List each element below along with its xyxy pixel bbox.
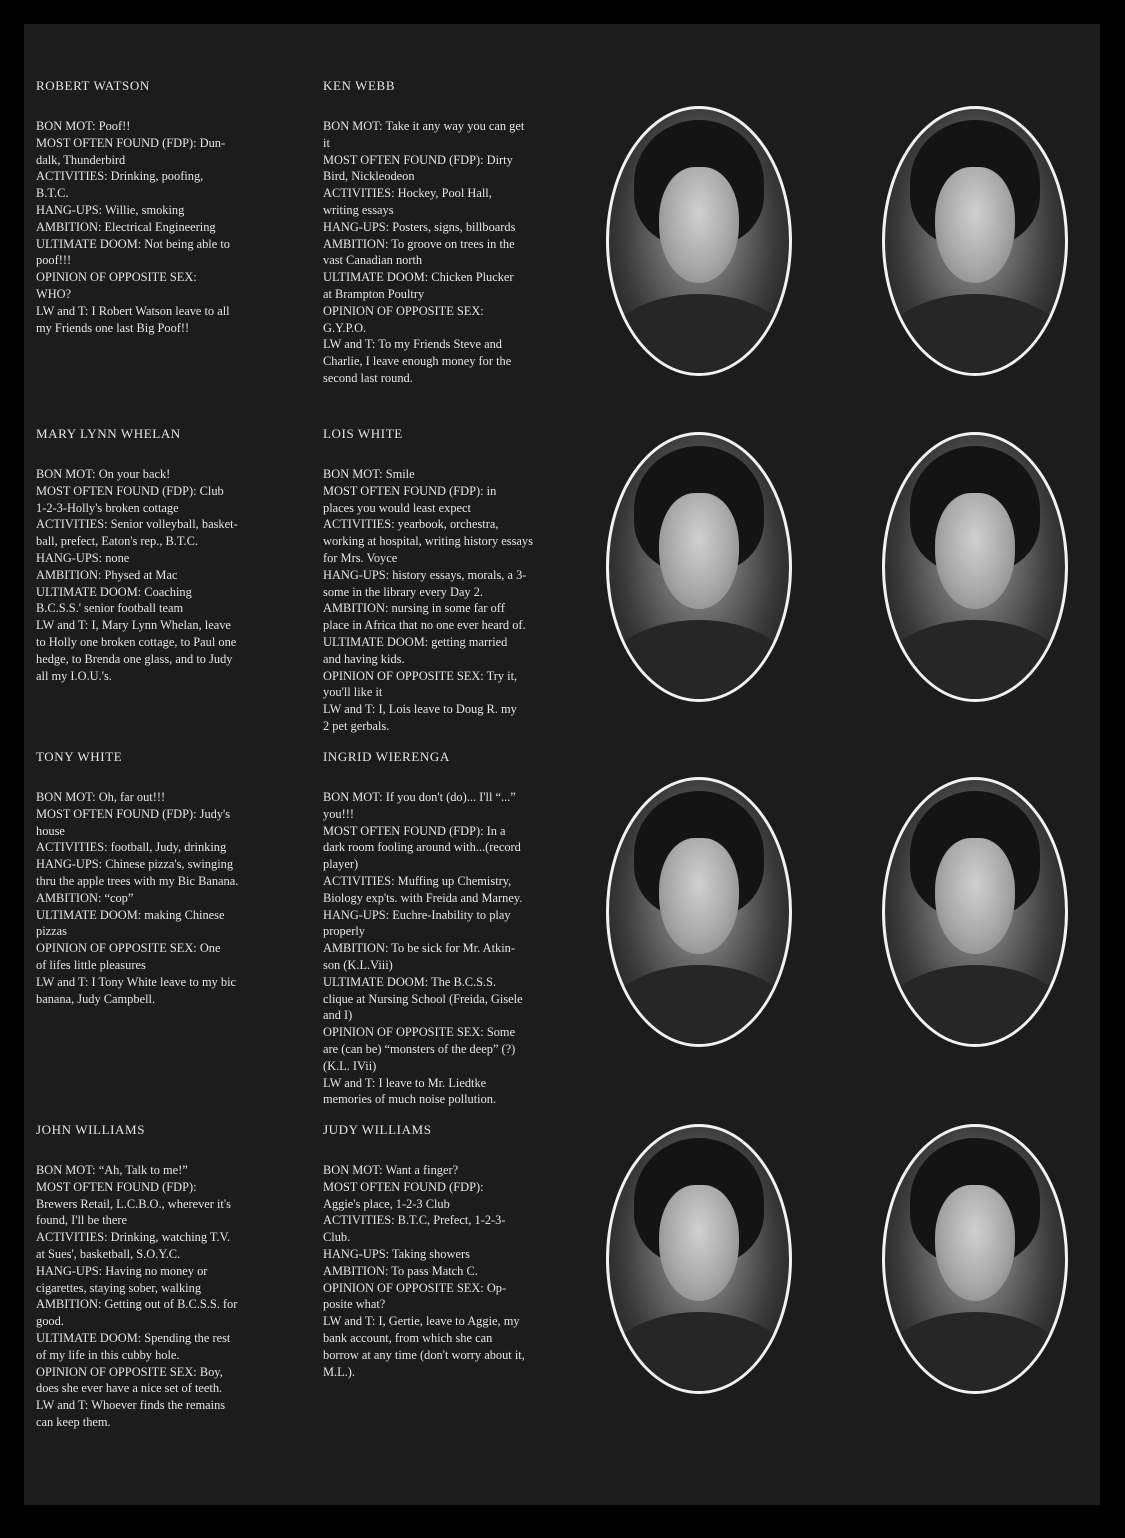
bio-line: memories of much noise pollution.: [323, 1092, 497, 1107]
student-name: MARY LYNN WHELAN: [36, 426, 181, 441]
portrait-shoulders: [606, 965, 792, 1047]
bio-line: places you would least expect: [323, 500, 471, 515]
bio-line: found, I'll be there: [36, 1213, 127, 1228]
bio-line: LW and T: I, Mary Lynn Whelan, leave: [36, 618, 231, 633]
portrait-face: [659, 167, 738, 283]
bio-line: AMBITION: Electrical Engineering: [36, 219, 216, 234]
portrait-shoulders: [882, 965, 1068, 1047]
bio-line: borrow at any time (don't worry about it,: [323, 1347, 525, 1362]
bio-line: banana, Judy Campbell.: [36, 991, 156, 1006]
bio-line: ULTIMATE DOOM: Chicken Plucker: [323, 270, 514, 285]
bio-line: Brewers Retail, L.C.B.O., wherever it's: [36, 1196, 231, 1211]
bio-line: OPINION OF OPPOSITE SEX:: [36, 270, 197, 285]
portrait-shoulders: [606, 1312, 792, 1394]
bio-line: OPINION OF OPPOSITE SEX: Some: [323, 1025, 516, 1040]
bio-line: (K.L. IVii): [323, 1058, 377, 1073]
bio-line: 1-2-3-Holly's broken cottage: [36, 500, 179, 515]
bio-line: cigarettes, staying sober, walking: [36, 1280, 202, 1295]
bio-line: AMBITION: To be sick for Mr. Atkin-: [323, 941, 515, 956]
portrait-shoulders: [882, 294, 1068, 376]
bio-line: MOST OFTEN FOUND (FDP):: [323, 1179, 484, 1194]
bio-line: HANG-UPS: Euchre-Inability to play: [323, 907, 511, 922]
bio-line: HANG-UPS: Chinese pizza's, swinging: [36, 857, 234, 872]
bio-line: of my life in this cubby hole.: [36, 1347, 180, 1362]
student-name: KEN WEBB: [323, 78, 396, 93]
bio-line: thru the apple trees with my Bic Banana.: [36, 873, 239, 888]
bio-line: of lifes little pleasures: [36, 957, 146, 972]
student-bio: [323, 466, 575, 735]
bio-line: for Mrs. Voyce: [323, 550, 398, 565]
bio-line: ULTIMATE DOOM: Not being able to: [36, 236, 230, 251]
student-entry-judy-williams: [323, 1122, 575, 1380]
bio-line: you'll like it: [323, 685, 383, 700]
bio-line: hedge, to Brenda one glass, and to Judy: [36, 651, 233, 666]
student-name: JUDY WILLIAMS: [323, 1122, 432, 1137]
yearbook-page: [24, 24, 1100, 1505]
student-name: INGRID WIERENGA: [323, 749, 450, 764]
student-name: LOIS WHITE: [323, 426, 403, 441]
bio-line: ULTIMATE DOOM: Spending the rest: [36, 1330, 231, 1345]
portrait-ingrid-wierenga: [882, 777, 1068, 1047]
portrait-face: [659, 1185, 738, 1301]
bio-line: ACTIVITIES: yearbook, orchestra,: [323, 517, 499, 532]
bio-line: BON MOT: Oh, far out!!!: [36, 790, 166, 804]
student-entry-john-williams: [36, 1122, 288, 1431]
bio-line: LW and T: I leave to Mr. Liedtke: [323, 1075, 487, 1090]
bio-line: dalk, Thunderbird: [36, 152, 126, 167]
portrait-shoulders: [882, 620, 1068, 702]
portrait-face: [935, 493, 1014, 609]
bio-line: Biology exp'ts. with Freida and Marney.: [323, 890, 523, 905]
student-bio: [36, 118, 288, 336]
bio-line: and I): [323, 1008, 353, 1023]
portrait-john-williams: [606, 1124, 792, 1394]
bio-line: HANG-UPS: Willie, smoking: [36, 202, 185, 217]
bio-line: vast Canadian north: [323, 253, 423, 268]
bio-line: ACTIVITIES: B.T.C, Prefect, 1-2-3-: [323, 1213, 506, 1228]
portrait-lois-white: [882, 432, 1068, 702]
bio-line: posite what?: [323, 1297, 386, 1312]
bio-line: OPINION OF OPPOSITE SEX: Op-: [323, 1280, 507, 1295]
portrait-face: [935, 1185, 1014, 1301]
portrait-shoulders: [882, 1312, 1068, 1394]
bio-line: MOST OFTEN FOUND (FDP):: [36, 1179, 197, 1194]
bio-line: HANG-UPS: Taking showers: [323, 1246, 470, 1261]
bio-line: bank account, from which she can: [323, 1330, 493, 1345]
bio-line: BON MOT: On your back!: [36, 467, 171, 481]
bio-line: MOST OFTEN FOUND (FDP): Judy's: [36, 806, 231, 821]
bio-line: BON MOT: Poof!!: [36, 119, 131, 133]
portrait-shoulders: [606, 294, 792, 376]
bio-line: second last round.: [323, 370, 413, 385]
student-bio: [36, 1162, 288, 1431]
bio-line: ULTIMATE DOOM: making Chinese: [36, 907, 225, 922]
bio-line: AMBITION: “cop”: [36, 890, 134, 905]
portrait-face: [935, 167, 1014, 283]
bio-line: place in Africa that no one ever heard of.: [323, 618, 526, 633]
bio-line: you!!!: [323, 806, 354, 821]
portrait-ken-webb: [882, 106, 1068, 376]
bio-line: son (K.L.Viii): [323, 957, 393, 972]
portrait-tony-white: [606, 777, 792, 1047]
student-entry-tony-white: [36, 749, 288, 1007]
bio-line: OPINION OF OPPOSITE SEX:: [323, 303, 484, 318]
bio-line: ULTIMATE DOOM: getting married: [323, 634, 508, 649]
bio-line: ULTIMATE DOOM: Coaching: [36, 584, 192, 599]
bio-line: Aggie's place, 1-2-3 Club: [323, 1196, 450, 1211]
bio-line: to Holly one broken cottage, to Paul one: [36, 634, 237, 649]
bio-line: LW and T: I, Lois leave to Doug R. my: [323, 702, 517, 717]
bio-line: MOST OFTEN FOUND (FDP): in: [323, 483, 497, 498]
bio-line: AMBITION: To pass Match C.: [323, 1263, 478, 1278]
bio-line: Charlie, I leave enough money for the: [323, 354, 512, 369]
bio-line: HANG-UPS: none: [36, 550, 130, 565]
student-entry-ken-webb: [323, 78, 575, 387]
bio-line: BON MOT: Smile: [323, 467, 415, 481]
bio-line: ACTIVITIES: Hockey, Pool Hall,: [323, 186, 492, 201]
bio-line: ACTIVITIES: Drinking, poofing,: [36, 169, 204, 184]
bio-line: and having kids.: [323, 651, 405, 666]
bio-line: are (can be) “monsters of the deep” (?): [323, 1041, 516, 1056]
bio-line: HANG-UPS: history essays, morals, a 3-: [323, 567, 527, 582]
bio-line: AMBITION: Physed at Mac: [36, 567, 178, 582]
bio-line: properly: [323, 924, 365, 939]
bio-line: poof!!!: [36, 253, 72, 268]
portrait-robert-watson: [606, 106, 792, 376]
bio-line: pizzas: [36, 924, 67, 939]
bio-line: ACTIVITIES: Senior volleyball, basket-: [36, 517, 238, 532]
bio-line: writing essays: [323, 202, 394, 217]
bio-line: MOST OFTEN FOUND (FDP): Club: [36, 483, 224, 498]
bio-line: LW and T: Whoever finds the remains: [36, 1398, 226, 1413]
student-name: TONY WHITE: [36, 749, 123, 764]
bio-line: AMBITION: nursing in some far off: [323, 601, 505, 616]
bio-line: my Friends one last Big Poof!!: [36, 320, 190, 335]
bio-line: at Sues', basketball, S.O.Y.C.: [36, 1246, 181, 1261]
student-bio: [36, 466, 288, 684]
student-bio: [36, 789, 288, 1007]
bio-line: AMBITION: To groove on trees in the: [323, 236, 515, 251]
bio-line: all my I.O.U.'s.: [36, 668, 112, 683]
bio-line: G.Y.P.O.: [323, 320, 367, 335]
student-bio: [323, 789, 575, 1108]
bio-line: LW and T: I, Gertie, leave to Aggie, my: [323, 1314, 520, 1329]
bio-line: MOST OFTEN FOUND (FDP): Dirty: [323, 152, 513, 167]
bio-line: BON MOT: Want a finger?: [323, 1163, 459, 1177]
bio-line: OPINION OF OPPOSITE SEX: Try it,: [323, 668, 518, 683]
bio-line: it: [323, 135, 330, 150]
student-entry-mary-lynn-whelan: [36, 426, 288, 684]
student-bio: [323, 1162, 575, 1380]
bio-line: dark room fooling around with...(record: [323, 840, 521, 855]
student-name: ROBERT WATSON: [36, 78, 150, 93]
bio-line: house: [36, 823, 65, 838]
portrait-face: [659, 493, 738, 609]
bio-line: B.C.S.S.' senior football team: [36, 601, 184, 616]
bio-line: player): [323, 857, 359, 872]
student-entry-robert-watson: [36, 78, 288, 336]
bio-line: ball, prefect, Eaton's rep., B.T.C.: [36, 534, 198, 549]
bio-line: ACTIVITIES: Drinking, watching T.V.: [36, 1230, 231, 1245]
student-entry-lois-white: [323, 426, 575, 735]
bio-line: BON MOT: Take it any way you can get: [323, 119, 525, 133]
bio-line: WHO?: [36, 286, 72, 301]
bio-line: OPINION OF OPPOSITE SEX: Boy,: [36, 1364, 223, 1379]
bio-line: clique at Nursing School (Freida, Gisele: [323, 991, 523, 1006]
portrait-judy-williams: [882, 1124, 1068, 1394]
bio-line: working at hospital, writing history essays: [323, 534, 533, 549]
bio-line: B.T.C.: [36, 186, 69, 201]
student-name: JOHN WILLIAMS: [36, 1122, 146, 1137]
student-entry-ingrid-wierenga: [323, 749, 575, 1108]
bio-line: can keep them.: [36, 1414, 111, 1429]
portrait-face: [935, 838, 1014, 954]
bio-line: ACTIVITIES: football, Judy, drinking: [36, 840, 227, 855]
bio-line: ULTIMATE DOOM: The B.C.S.S.: [323, 974, 497, 989]
bio-line: good.: [36, 1314, 64, 1329]
bio-line: LW and T: I Tony White leave to my bic: [36, 974, 237, 989]
bio-line: OPINION OF OPPOSITE SEX: One: [36, 941, 221, 956]
student-bio: [323, 118, 575, 387]
bio-line: MOST OFTEN FOUND (FDP): In a: [323, 823, 506, 838]
portrait-face: [659, 838, 738, 954]
bio-line: HANG-UPS: Posters, signs, billboards: [323, 219, 516, 234]
portrait-shoulders: [606, 620, 792, 702]
bio-line: LW and T: To my Friends Steve and: [323, 337, 502, 352]
bio-line: Bird, Nickleodeon: [323, 169, 415, 184]
bio-line: does she ever have a nice set of teeth.: [36, 1381, 223, 1396]
bio-line: HANG-UPS: Having no money or: [36, 1263, 208, 1278]
bio-line: BON MOT: If you don't (do)... I'll “...”: [323, 790, 516, 804]
bio-line: Club.: [323, 1230, 351, 1245]
bio-line: some in the library every Day 2.: [323, 584, 483, 599]
bio-line: at Brampton Poultry: [323, 286, 425, 301]
bio-line: M.L.).: [323, 1364, 356, 1379]
bio-line: AMBITION: Getting out of B.C.S.S. for: [36, 1297, 238, 1312]
portrait-mary-lynn-whelan: [606, 432, 792, 702]
bio-line: BON MOT: “Ah, Talk to me!”: [36, 1163, 188, 1177]
bio-line: MOST OFTEN FOUND (FDP): Dun-: [36, 135, 226, 150]
bio-line: LW and T: I Robert Watson leave to all: [36, 303, 230, 318]
bio-line: 2 pet gerbals.: [323, 718, 390, 733]
bio-line: ACTIVITIES: Muffing up Chemistry,: [323, 873, 512, 888]
